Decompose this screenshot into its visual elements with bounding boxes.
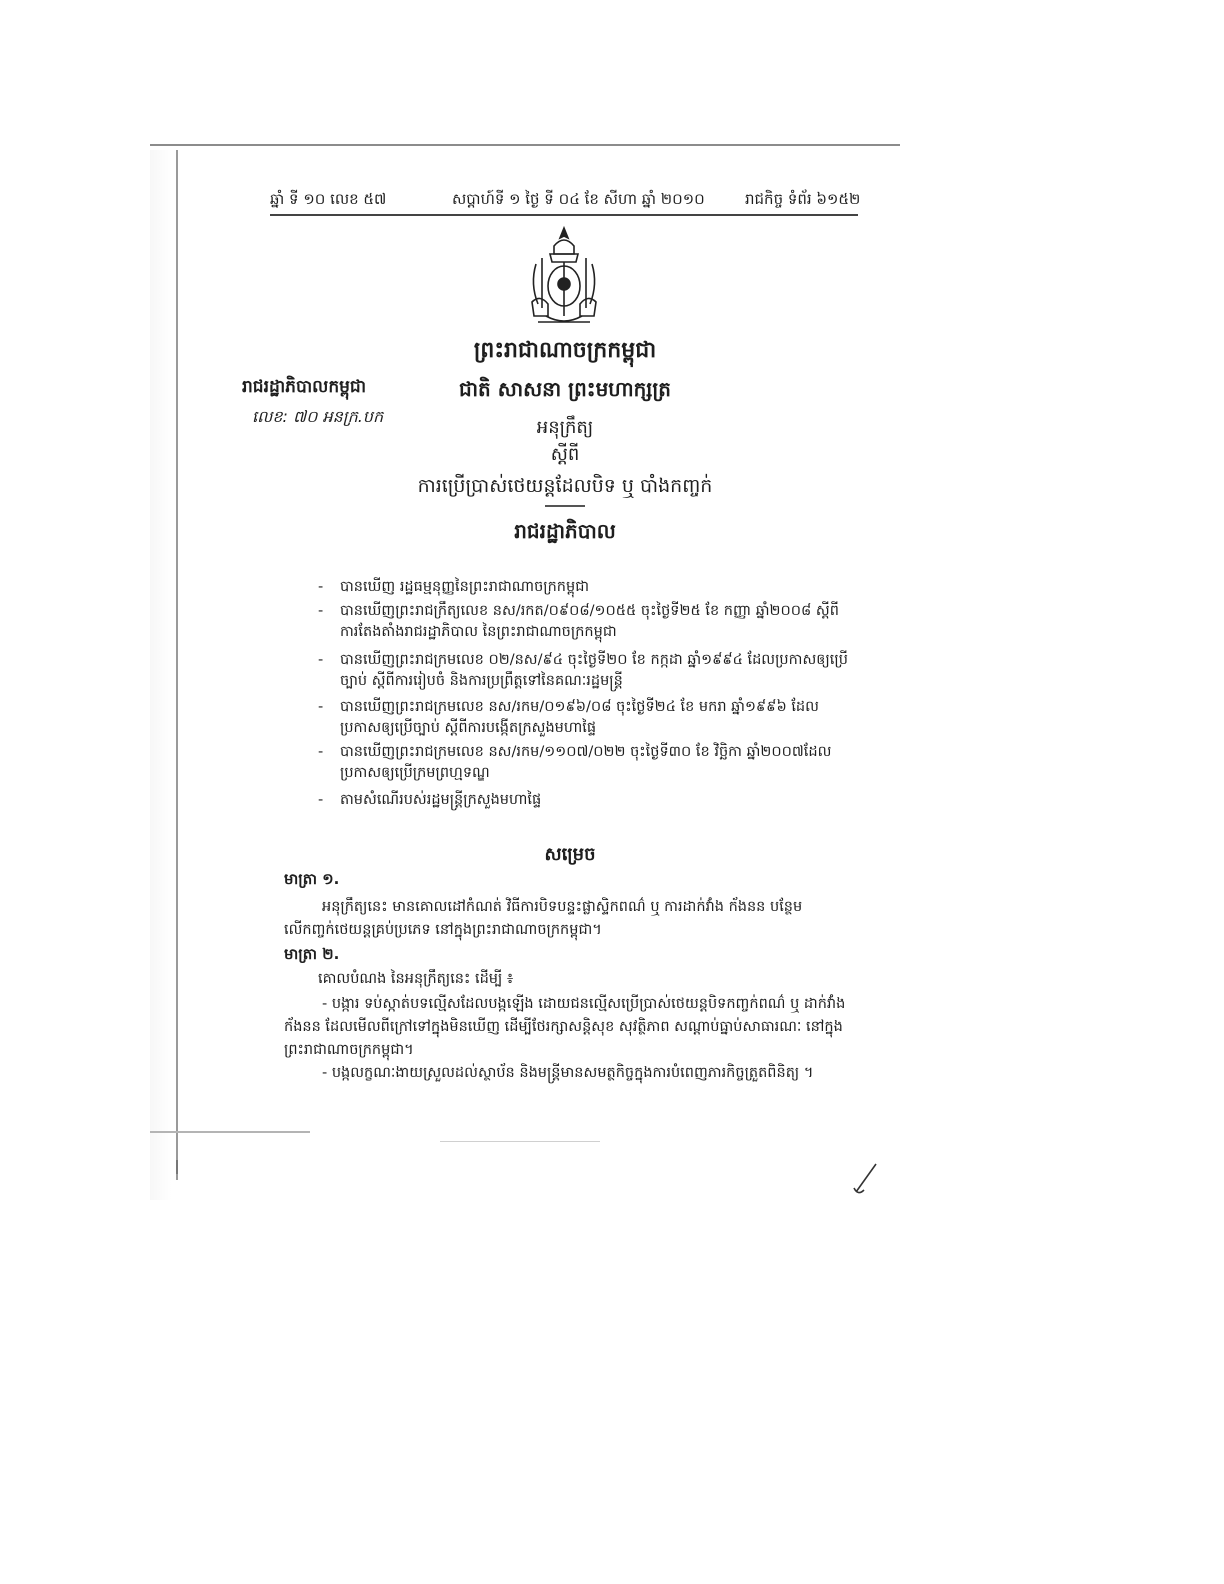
document-type: អនុក្រឹត្យ: [536, 417, 594, 438]
national-motto: ជាតិ សាសនា ព្រះមហាក្សត្រ: [459, 377, 671, 401]
scan-edge-top: [150, 144, 900, 146]
kingdom-title: ព្រះរាជាណាចក្រកម្ពុជា: [473, 338, 657, 363]
article-2-bullet-2: - បង្កលក្ខណៈងាយស្រួលដល់ស្ថាប័ន និងមន្ត្រីមានសមត្ថកិច្ចក្នុងការបំពេញភារកិច្ចត្រួតពិនិត្យ ។: [322, 1065, 814, 1081]
visa-item: - បានឃើញព្រះរាជក្រឹត្យលេខ នស/រកត/០៩០៨/១០៥៥ ចុះថ្ងៃទី២៥ ខែ កញ្ញា ឆ្នាំ២០០៨ ស្តីពីការតែងតាំងរាជរដ្ឋាភិបាល នៃព្រះរាជាណាចក្រកម្ពុជា: [318, 603, 839, 640]
scan-shadow: [150, 150, 172, 1200]
article-2-intro: គោលបំណង នៃអនុក្រឹត្យនេះ ដើម្បី ៖: [318, 971, 514, 987]
government-label: រាជរដ្ឋាភិបាលកម្ពុជា: [242, 377, 367, 397]
visa-item: - បានឃើញព្រះរាជក្រមលេខ នស/រកម/០១៩៦/០៨ ចុះថ្ងៃទី២៤ ខែ មករា ឆ្នាំ១៩៩៦ ដែលប្រកាសឲ្យប្រើច្បាប់ ស្តីពីការបង្កើតក្រសួងមហាផ្ទៃ: [318, 699, 819, 736]
royal-emblem-icon: [520, 224, 608, 330]
scan-edge-bottom-faint: [440, 1141, 600, 1142]
scan-edge-left: [176, 150, 178, 1180]
article-2-title: មាត្រា ២.: [284, 945, 340, 963]
decides-heading: សម្រេច: [544, 844, 596, 865]
visa-item: - បានឃើញព្រះរាជក្រមលេខ នស/រកម/១១០៧/០២២ ចុះថ្ងៃទី៣០ ខែ វិច្ឆិកា ឆ្នាំ២០០៧ដែលប្រកាសឲ្យប្រើក្រមព្រហ្មទណ្ឌ: [318, 744, 832, 781]
document-subject: ការប្រើប្រាស់ថេយន្តដែលបិទ ឬ បាំងកញ្ចក់: [417, 475, 713, 497]
visa-item: - បានឃើញព្រះរាជក្រមលេខ ០២/នស/៩៤ ចុះថ្ងៃទី២០ ខែ កក្កដា ឆ្នាំ១៩៩៤ ដែលប្រកាសឲ្យប្រើច្បាប់ ស្តីពីការរៀបចំ និងការប្រព្រឹត្តទៅនៃគណៈរដ្ឋមន្ត្រី: [318, 652, 848, 689]
gazette-year-issue: ឆ្នាំ ទី ១០ លេខ ៥៧: [270, 190, 387, 208]
scan-tick-mark: [176, 1160, 178, 1174]
subject-rule: [545, 505, 585, 507]
article-2-bullet-1: - បង្ការ ទប់ស្កាត់បទល្មើសដែលបង្កឡើង ដោយជនល្មើសប្រើប្រាស់ថេយន្តបិទកញ្ចក់ពណ៌ ឬ ដាក់វាំង ក័ងនន ដែលមើលពីក្រៅទៅក្នុងមិនឃើញ ដើម្បីថែរក្សាសន្តិសុខ សុវត្ថិភាព សណ្តាប់ធ្នាប់សាធារណៈ នៅក្នុងព្រះរាជាណាចក្រកម្ពុជា។: [284, 996, 846, 1058]
issuer: រាជរដ្ឋាភិបាល: [514, 519, 616, 543]
visa-item: - បានឃើញ រដ្ឋធម្មនុញ្ញនៃព្រះរាជាណាចក្រកម្ពុជា: [318, 579, 590, 595]
article-1-text: អនុក្រឹត្យនេះ មានគោលដៅកំណត់ វិធីការបិទបន្ទះផ្លាស្ទិកពណ៌ ឬ ការដាក់វាំង ក័ងនន បន្ថែមលើកញ្ចក់ថេយន្តគ្រប់ប្រភេទ នៅក្នុងព្រះរាជាណាចក្រកម្ពុជា។: [284, 899, 803, 938]
article-1-title: មាត្រា ១.: [284, 870, 340, 888]
scan-edge-bottom: [150, 1131, 310, 1133]
gazette-date: សប្តាហ៍ទី ១ ថ្ងៃ ទី ០៤ ខែ សីហា ឆ្នាំ ២០១០: [452, 190, 705, 208]
visa-item: - តាមសំណើរបស់រដ្ឋមន្ត្រីក្រសួងមហាផ្ទៃ: [318, 792, 542, 808]
about-label: ស្តីពី: [550, 444, 580, 465]
initial-mark-icon: [850, 1160, 880, 1200]
header-rule: [270, 214, 858, 216]
gazette-page: រាជកិច្ច ទំព័រ ៦១៥២: [745, 190, 861, 208]
reference-number: លេខ: ៧០ អនក្រ.បក: [252, 407, 384, 426]
